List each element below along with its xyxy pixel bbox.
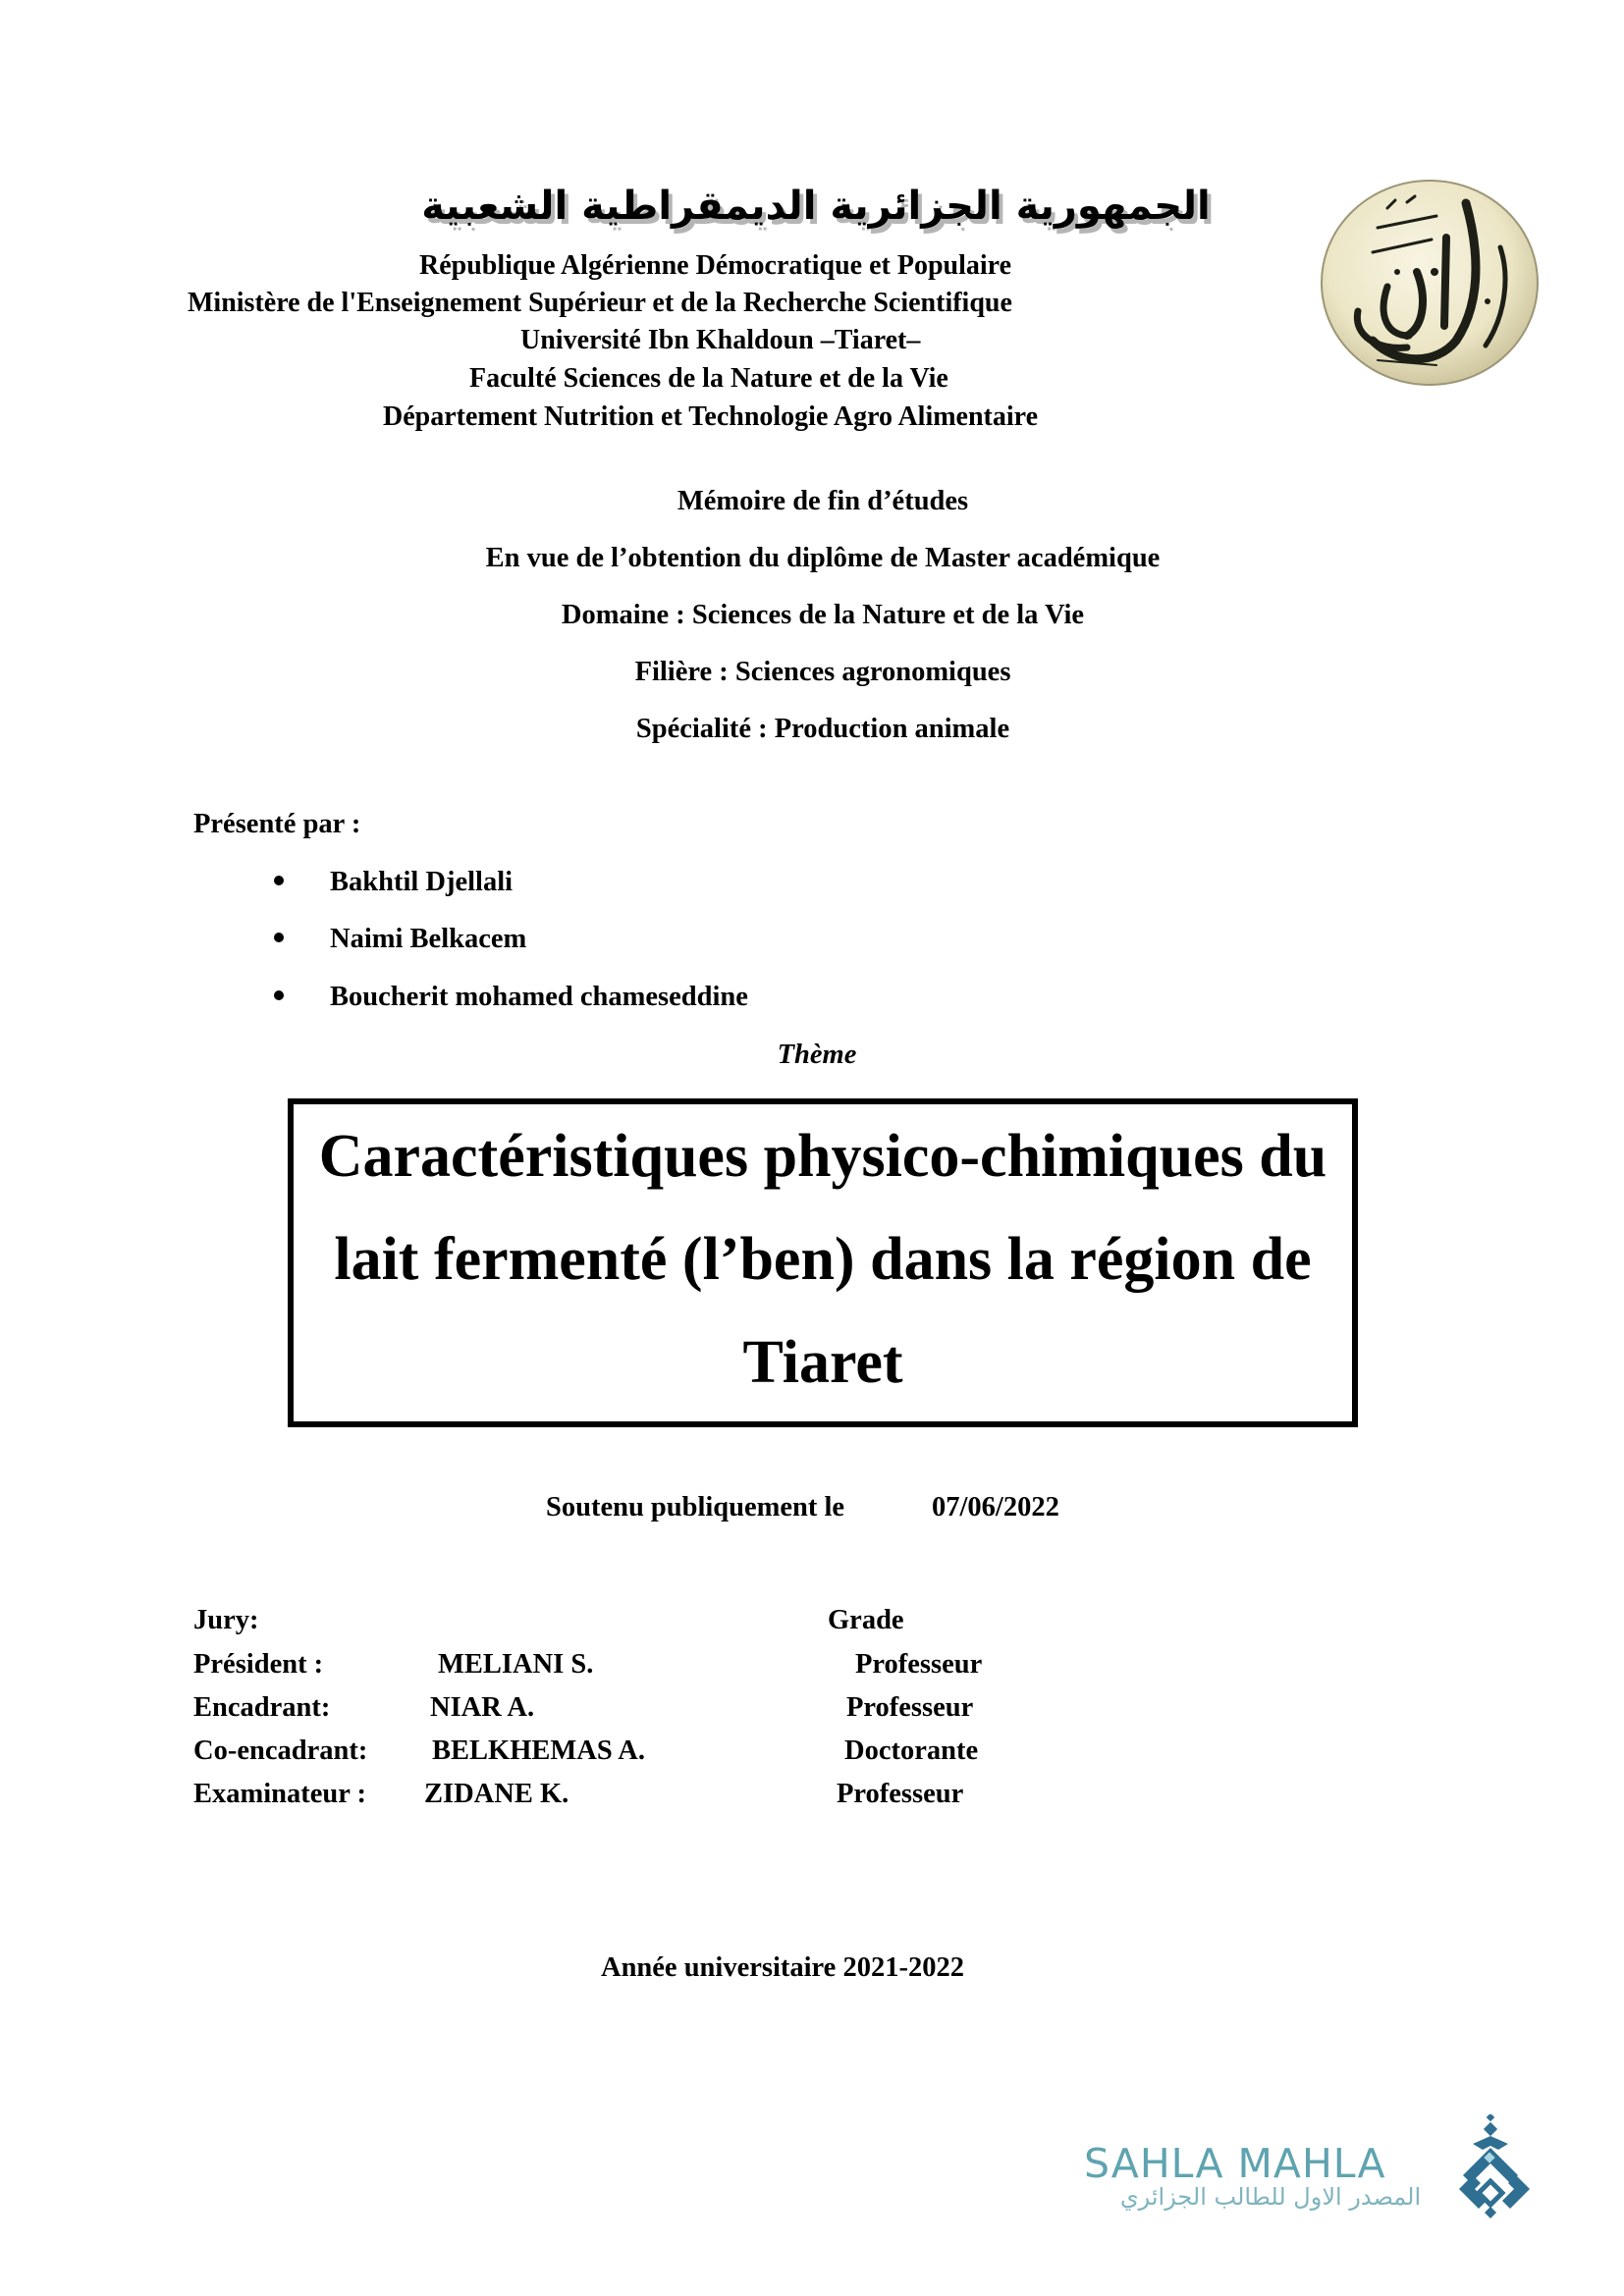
bullet-icon [274,990,284,1000]
bullet-icon [274,876,284,885]
thesis-title-line-2: lait fermenté (l’ben) dans la région de [334,1226,1312,1293]
faculty-line: Faculté Sciences de la Nature et de la Vie [469,363,948,394]
bullet-icon [274,933,284,942]
jury-grade: Professeur [855,1649,983,1680]
author-name: Naimi Belkacem [330,924,527,954]
sahla-emblem-icon [1459,2114,1530,2218]
thesis-purpose: En vue de l’obtention du diplôme de Master académique [485,543,1161,573]
thesis-title-line-3: Tiaret [742,1329,903,1396]
jury-role: Co-encadrant: [193,1735,368,1766]
jury-grade: Professeur [846,1692,974,1723]
theme-label: Thème [777,1040,857,1070]
presented-by-label: Présenté par : [193,809,361,839]
watermark-tagline: المصدر الاول للطالب الجزائري [1119,2183,1422,2211]
jury-grade: Professeur [837,1779,964,1809]
defense-date: 07/06/2022 [932,1492,1059,1522]
jury-name: BELKHEMAS A. [432,1735,645,1766]
republic-line: République Algérienne Démocratique et Populaire [419,250,1011,281]
academic-year: Année universitaire 2021-2022 [601,1952,964,1983]
defense-label: Soutenu publiquement le [546,1492,845,1522]
thesis-type: Mémoire de fin d’études [677,486,969,516]
thesis-field: Filière : Sciences agronomiques [634,657,1011,687]
grade-header: Grade [828,1605,904,1635]
watermark-brand: SAHLA MAHLA [1084,2140,1386,2187]
university-seal-icon [1319,179,1541,387]
arabic-republic-title: الجمهورية الجزائرية الديمقراطية الشعبية [421,184,1211,229]
jury-role: Encadrant: [193,1692,331,1723]
jury-name: MELIANI S. [438,1649,594,1680]
jury-header: Jury: [193,1605,259,1635]
jury-name: NIAR A. [430,1692,535,1723]
thesis-domain: Domaine : Sciences de la Nature et de la Vie [561,600,1085,630]
jury-name: ZIDANE K. [424,1779,569,1809]
jury-grade: Doctorante [844,1735,979,1766]
ministry-line: Ministère de l'Enseignement Supérieur et de la Recherche Scientifique [188,288,1012,318]
jury-role: Président : [193,1649,324,1680]
jury-role: Examinateur : [193,1779,367,1809]
university-line: Université Ibn Khaldoun –Tiaret– [520,325,921,355]
author-name: Bakhtil Djellali [330,867,514,897]
author-name: Boucherit mohamed chameseddine [330,982,748,1012]
thesis-specialty: Spécialité : Production animale [635,714,1010,744]
department-line: Département Nutrition et Technologie Agro Alimentaire [383,401,1038,432]
thesis-title-line-1: Caractéristiques physico-chimiques du [318,1123,1327,1190]
